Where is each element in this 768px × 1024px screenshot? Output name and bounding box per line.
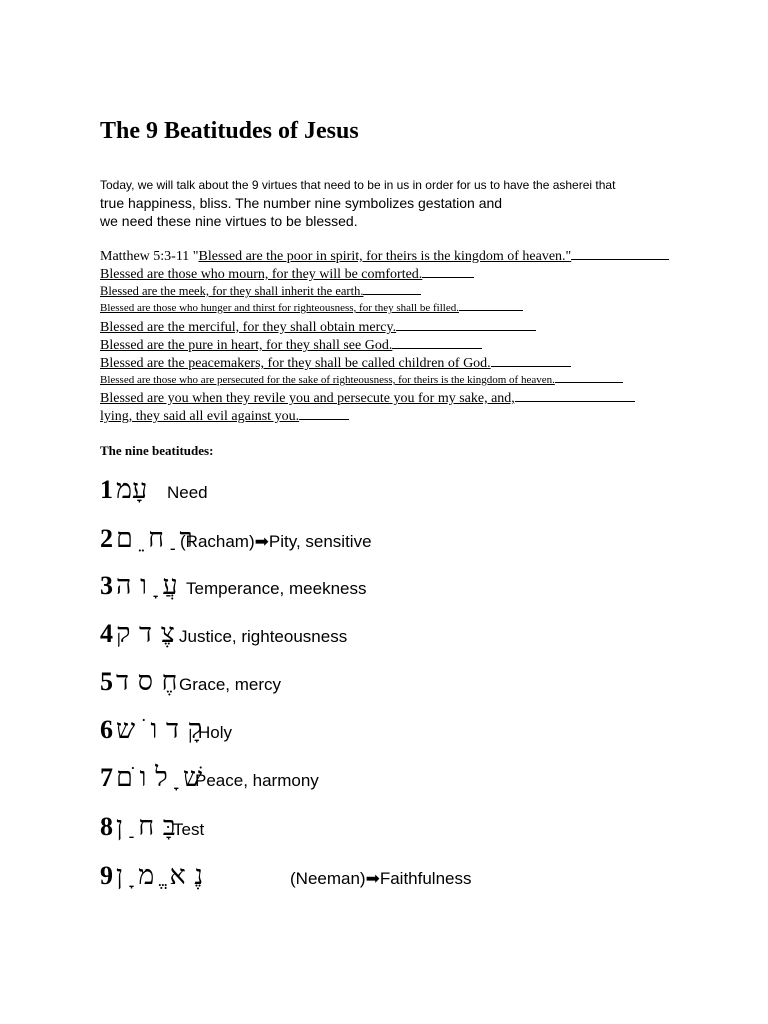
- hebrew-word: נֶ א ֱ מ ָ ן: [116, 860, 204, 891]
- beatitude-meaning: Peace, harmony: [195, 771, 319, 790]
- beatitude-text-line-3: [100, 284, 421, 299]
- beatitude-meaning: (Racham)➡Pity, sensitive: [180, 532, 372, 551]
- beatitude-text-line-4: [100, 301, 523, 314]
- beatitude-text: Blessed are those who are persecuted for the sake of righteousness, for theirs is the kingdom of heaven.: [100, 373, 555, 386]
- intro-line-3: we need these nine virtues to be blessed.: [100, 213, 358, 229]
- underline-blank: [299, 408, 349, 420]
- underline-blank: [422, 266, 474, 278]
- underline-blank: [392, 337, 482, 349]
- hebrew-word: קָ ד ו ֹ ש: [116, 714, 202, 745]
- beatitude-meaning: Grace, mercy: [179, 675, 282, 694]
- underline-blank: [491, 355, 571, 367]
- intro-line-2: true happiness, bliss. The number nine symbolizes gestation and: [100, 195, 503, 211]
- hebrew-word: עֲ ָ ו ה: [116, 570, 178, 601]
- beatitude-text-line-7: [100, 355, 571, 372]
- beatitude-text-line-2: [100, 266, 474, 283]
- underline-blank: [396, 319, 536, 331]
- hebrew-word: בָּ ח ַ ן: [116, 811, 176, 842]
- beatitude-row-7: [100, 753, 700, 793]
- hebrew-word: חֶ ס ד: [116, 666, 178, 697]
- beatitude-number: 7: [100, 763, 113, 792]
- underline-blank: [515, 390, 635, 402]
- beatitude-text: lying, they said all evil against you.: [100, 409, 300, 425]
- beatitude-row-2: [100, 514, 700, 554]
- beatitude-number: 8: [100, 812, 113, 841]
- hebrew-word: צֶ ד ק: [116, 618, 175, 649]
- beatitude-row-8: [100, 802, 700, 842]
- beatitude-row-4: [100, 609, 700, 649]
- beatitude-meaning: Temperance, meekness: [186, 579, 367, 598]
- beatitude-text-line-6: [100, 337, 482, 354]
- beatitude-meaning: Test: [173, 820, 205, 839]
- beatitude-meaning: Holy: [198, 723, 233, 742]
- beatitude-number: 1: [100, 475, 113, 504]
- beatitude-number: 2: [100, 524, 113, 553]
- beatitude-row-9: [100, 851, 700, 891]
- beatitude-text: Blessed are the poor in spirit, for theirs is the kingdom of heaven.": [198, 249, 572, 265]
- page-title: The 9 Beatitudes of Jesus: [100, 118, 359, 144]
- beatitude-number: 6: [100, 715, 113, 744]
- beatitude-text-line-10: [100, 408, 349, 425]
- beatitude-row-3: [100, 561, 700, 601]
- nine-beatitudes-heading: The nine beatitudes:: [100, 443, 214, 458]
- beatitude-text: Blessed are those who hunger and thirst for righteousness, for they shall be filled.: [100, 301, 459, 314]
- beatitude-number: 4: [100, 619, 113, 648]
- beatitude-text-line-8: [100, 373, 623, 386]
- beatitude-text: Blessed are you when they revile you and persecute you for my sake, and,: [100, 391, 515, 407]
- beatitude-text: Blessed are the peacemakers, for they shall be called children of God.: [100, 356, 491, 372]
- beatitude-number: 9: [100, 861, 113, 890]
- beatitude-text: Blessed are the meek, for they shall inherit the earth.: [100, 284, 364, 298]
- beatitude-number: 3: [100, 571, 113, 600]
- hebrew-word: עָמ: [116, 474, 148, 505]
- hebrew-word: ר ַ ח ֵ ם: [116, 523, 193, 554]
- intro-line-1: Today, we will talk about the 9 virtues that need to be in us in order for us to have the asherei that: [100, 178, 616, 192]
- underline-blank: [363, 284, 421, 295]
- beatitude-row-5: [100, 657, 700, 697]
- beatitude-meaning: Justice, righteousness: [179, 627, 348, 646]
- beatitude-text-line-9: [100, 390, 635, 407]
- underline-blank: [555, 373, 623, 383]
- beatitude-text: Blessed are those who mourn, for they will be comforted.: [100, 267, 423, 283]
- beatitude-text: Blessed are the merciful, for they shall obtain mercy.: [100, 320, 397, 336]
- beatitude-text-line-5: [100, 319, 536, 336]
- beatitude-meaning: (Neeman)➡Faithfulness: [290, 869, 472, 888]
- underline-blank: [459, 301, 523, 311]
- scripture-reference: Matthew 5:3-11 ": [100, 249, 199, 265]
- underline-blank: [571, 248, 669, 260]
- beatitude-text-line-1: [100, 248, 669, 265]
- beatitude-number: 5: [100, 667, 113, 696]
- hebrew-word: שׁ ָ ל ו ֹם: [116, 762, 203, 793]
- beatitude-meaning: Need: [167, 483, 208, 502]
- beatitude-row-1: [100, 465, 700, 505]
- beatitude-text: Blessed are the pure in heart, for they shall see God.: [100, 338, 393, 354]
- beatitude-row-6: [100, 705, 700, 745]
